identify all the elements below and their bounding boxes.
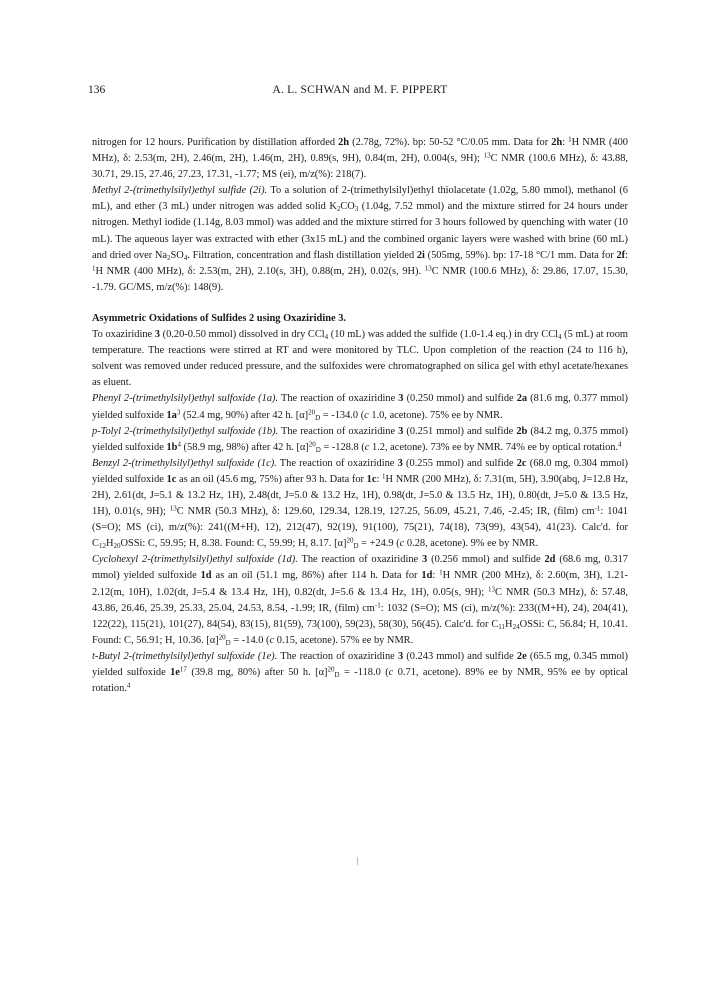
paragraph-compound-2i: Methyl 2-(trimethylsilyl)ethyl sulfide (2i). To a solution of 2-(trimethylsilyl)ethyl thiolacetate (1.02g, 5.80 mmol), methanol (6 mL), and ether (3 mL) under nitrogen was added solid $K_2CO_3$ (1.04g, 7.52 mmol) and the mixture stirred for 24 hours under nitrogen. Methyl iodide (1.14g, 8.03 mmol) was added and the mixture stirred for 3 hours followed by quenching with water (10 mL). The aqueous layer was extracted with ether (3x15 mL) and the combined organic layers were washed with brine (60 mL) and dried over $Na_2SO_4$. Filtration, concentration and flash distillation yielded 2i (505mg, 59%). bp: 17-18 °C/1 mm. Data for 2f: $^1$H NMR (400 MHz), δ: 2.53(m, 2H), 2.10(s, 3H), 0.88(m, 2H), 0.02(s, 9H). $^{13}$C NMR (100.6 MHz), δ: 29.86, 17.07, 15.30, -1.79. GC/MS, m/z(%): 148(9). (92, 185, 628, 293)
paragraph-general-procedure: To oxaziridine 3 (0.20-0.50 mmol) dissolved in dry CCl$_4$ (10 mL) was added the sulfide (1.0-1.4 eq.) in dry CCl$_4$ (5 mL) at room temperature. The reactions were stirred at RT and were monitored by TLC. Upon completion of the reaction (24 to 116 h), solvent was removed under reduced pressure, and the sulfoxides were chromatographed on silica gel with ethyl acetate/hexanes as eluent. (92, 329, 629, 389)
section-heading: Asymmetric Oxidations of Sulfides 2 using Oxaziridine 3. (92, 312, 347, 324)
paragraph-compound-1d: Cyclohexyl 2-(trimethylsilyl)ethyl sulfoxide (1d). The reaction of oxaziridine 3 (0.256 mmol) and sulfide 2d (68.6 mg, 0.317 mmol) yielded sulfoxide 1d as an oil (51.1 mg, 86%) after 114 h. Data for 1d: $^1$H NMR (200 MHz), δ: 2.60(m, 3H), 1.21-2.12(m, 10H), 1.02(dt, J=5.4 & 13.4 Hz, 1H), 0.82(dt, J=5.6 & 13.4 Hz, 1H), 0.05(s, 9H); $^{13}$C NMR (50.3 MHz), δ: 57.48, 43.86, 26.46, 25.39, 25.33, 25.04, 24.53, 8.54, -1.99; IR, (film) $cm^{-1}$: 1032 (S=O); MS (ci), m/z(%): 233((M+H), 24), 204(41), 122(22), 115(21), 101(27), 84(54), 83(15), 81(59), 73(100), 59(23), 58(30), 56(45). Calc'd. for $C_{11}H_{24}OSSi$: C, 56.84; H, 10.41. Found: C, 56.91; H, 10.36. $[\alpha]^{20}_D = -14.0$ (c 0.15, acetone). 57% ee by NMR. (92, 554, 628, 647)
running-head: A. L. SCHWAN and M. F. PIPPERT (272, 84, 448, 96)
paragraph-compound-2h: nitrogen for 12 hours. Purification by distillation afforded 2h (2.78g, 72%). bp: 50-52 °C/0.05 mm. Data for 2h: $^1$H NMR (400 MHz), δ: 2.53(m, 2H), 2.46(m, 2H), 1.46(m, 2H), 0.89(s, 9H), 0.84(m, 2H), 0.004(s, 9H); $^{13}$C NMR (100.6 MHz), δ: 43.88, 30.71, 29.15, 27.46, 27.23, 17.31, -1.77; MS (ei), m/z(%): 218(7). (92, 135, 629, 181)
page-header (88, 84, 632, 98)
page-number: 136 (88, 84, 106, 96)
paragraph-compound-1e: t-Butyl 2-(trimethylsilyl)ethyl sulfoxide (1e). The reaction of oxaziridine 3 (0.243 mmol) and sulfide 2e (65.5 mg, 0.345 mmol) yielded sulfoxide $1e^{17}$ (39.8 mg, 80%) after 50 h. $[\alpha]^{20}_D = -118.0$ (c 0.71, acetone). 89% ee by NMR, 95% ee by optical rotation.$^4$ (92, 650, 628, 695)
experimental-text (92, 135, 628, 697)
paragraph-compound-1a: Phenyl 2-(trimethylsilyl)ethyl sulfoxide (1a). The reaction of oxaziridine 3 (0.250 mmol) and sulfide 2a (81.6 mg, 0.377 mmol) yielded sulfoxide $1a^3$ (52.4 mg, 90%) after 42 h. $[\alpha]^{20}_D = -134.0$ (c 1.0, acetone). 75% ee by NMR. (92, 393, 628, 422)
scan-mark (357, 857, 358, 865)
paragraph-compound-1b: p-Tolyl 2-(trimethylsilyl)ethyl sulfoxide (1b). The reaction of oxaziridine 3 (0.251 mmol) and sulfide 2b (84.2 mg, 0.375 mmol) yielded sulfoxide $1b^4$ (58.9 mg, 98%) after 42 h. $[\alpha]^{20}_D = -128.8$ (c 1.2, acetone). 73% ee by NMR. 74% ee by optical rotation.$^4$ (92, 425, 629, 454)
paragraph-compound-1c: Benzyl 2-(trimethylsilyl)ethyl sulfoxide (1c). The reaction of oxaziridine 3 (0.255 mmol) and sulfide 2c (68.0 mg, 0.304 mmol) yielded sulfoxide 1c as an oil (45.6 mg, 75%) after 93 h. Data for 1c: $^1$H NMR (200 MHz), δ: 7.31(m, 5H), 3.90(abq, J=12.8 Hz, 2H), 2.61(dt, J=5.1 & 13.2 Hz, 1H), 2.48(dt, J=5.0 & 13.2 Hz, 1H), 0.98(dt, J=5.0 & 13.5 Hz, 1H), 0.80(dt, J=5.0 & 13.5 Hz, 1H), 0.01(s, 9H); $^{13}$C NMR (50.3 MHz), δ: 129.60, 129.34, 128.19, 127.25, 56.09, 45.21, 7.46, -2.45; IR, (film) $cm^{-1}$: 1041 (S=O); MS (ci), m/z(%): 241((M+H), 12), 212(47), 92(19), 91(100), 75(21), 74(18), 73(99), 43(54), 41(23). Calc'd. for $C_{12}H_{20}OSSi$: C, 59.95; H, 8.38. Found: C, 59.99; H, 8.17. $[\alpha]^{20}_D = +24.9$ (c 0.28, acetone). 9% ee by NMR. (92, 457, 628, 551)
